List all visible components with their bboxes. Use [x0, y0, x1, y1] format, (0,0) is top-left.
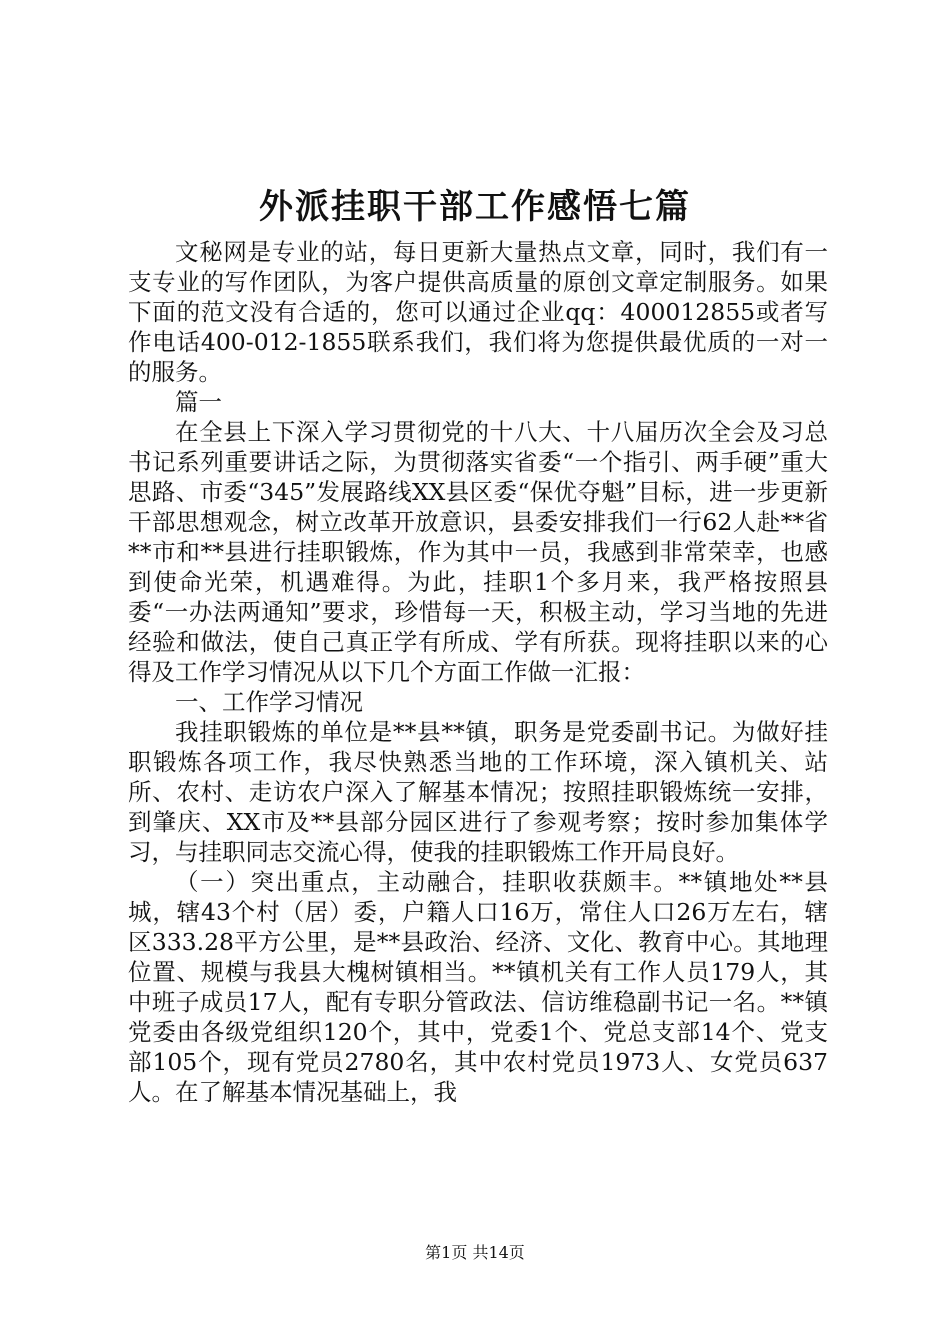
section-heading-part-one: 篇一	[175, 388, 222, 416]
document-title: 外派挂职干部工作感悟七篇	[259, 187, 691, 227]
section-heading-work-study: 一、工作学习情况	[175, 688, 363, 716]
intro-paragraph: 文秘网是专业的站，每日更新大量热点文章，同时，我们有一支专业的写作团队，为客户提供高质量的原创文章定制服务。如果下面的范文没有合适的，您可以通过企业qq：400012855或者写作电话400-012-1855联系我们，我们将为您提供最优质的一对一的服务。	[128, 238, 828, 386]
body-paragraph: 在全县上下深入学习贯彻党的十八大、十八届历次全会及习总书记系列重要讲话之际，为贯彻落实省委“一个指引、两手硬”重大思路、市委“345”发展路线XX县区委“保优夺魁”目标，进一步更新干部思想观念，树立改革开放意识，县委安排我们一行62人赴**省**市和**县进行挂职锻炼，作为其中一员，我感到非常荣幸，也感到使命光荣，机遇难得。为此，挂职1个多月来，我严格按照县委“一办法两通知”要求，珍惜每一天，积极主动，学习当地的先进经验和做法，使自己真正学有所成、学有所获。现将挂职以来的心得及工作学习情况从以下几个方面工作做一汇报：	[128, 418, 828, 686]
page-number-footer: 第1页 共14页	[425, 1243, 525, 1262]
body-paragraph: （一）突出重点，主动融合，挂职收获颇丰。**镇地处**县城，辖43个村（居）委，户籍人口16万，常住人口26万左右，辖区333.28平方公里，是**县政治、经济、文化、教育中心。其地理位置、规模与我县大槐树镇相当。**镇机关有工作人员179人，其中班子成员17人，配有专职分管政法、信访维稳副书记一名。**镇党委由各级党组织120个，其中，党委1个、党总支部14个、党支部105个，现有党员2780名，其中农村党员1973人、女党员637人。在了解基本情况基础上，我	[128, 868, 828, 1106]
body-paragraph: 我挂职锻炼的单位是**县**镇，职务是党委副书记。为做好挂职锻炼各项工作，我尽快熟悉当地的工作环境，深入镇机关、站所、农村、走访农户深入了解基本情况；按照挂职锻炼统一安排，到肇庆、XX市及**县部分园区进行了参观考察；按时参加集体学习，与挂职同志交流心得，使我的挂职锻炼工作开局良好。	[128, 718, 828, 866]
document-body	[128, 237, 828, 1107]
